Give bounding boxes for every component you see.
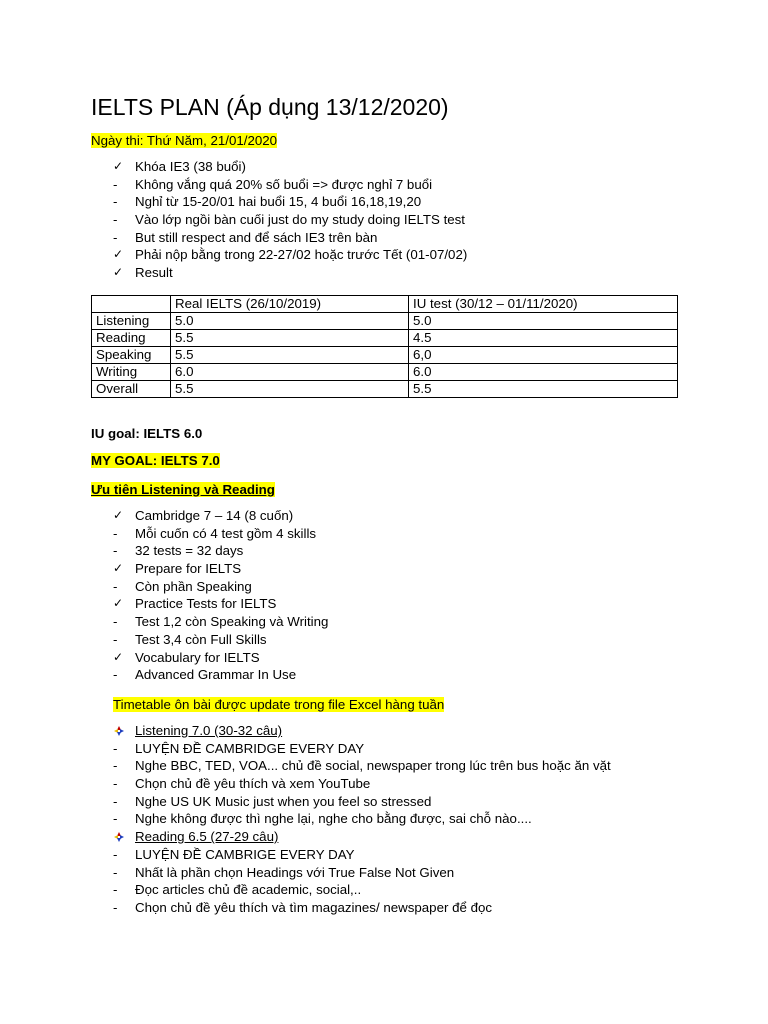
checkmark-icon: ✓ <box>113 508 124 522</box>
materials-list <box>113 507 328 684</box>
list-item-text: Chọn chủ đề yêu thích và tìm magazines/ newspaper để đọc <box>135 899 493 915</box>
table-cell: 5.0 <box>409 313 678 330</box>
dash-bullet-icon: - <box>113 631 118 647</box>
dash-bullet-icon: - <box>113 882 118 898</box>
list-item-text: Vào lớp ngồi bàn cuối just do my study doing IELTS test <box>135 212 466 228</box>
dash-bullet-icon: - <box>113 194 118 210</box>
list-item <box>113 507 328 525</box>
list-item <box>113 229 467 247</box>
list-item-text: LUYỆN ĐỀ CAMBRIGE EVERY DAY <box>135 846 355 862</box>
table-header-cell <box>92 296 171 313</box>
list-item <box>113 158 467 176</box>
list-item-text: Practice Tests for IELTS <box>135 596 277 612</box>
list-item-text: Cambridge 7 – 14 (8 cuốn) <box>135 508 294 523</box>
dash-bullet-icon: - <box>113 811 118 827</box>
checkmark-icon: ✓ <box>113 247 124 262</box>
dash-bullet-icon: - <box>113 758 118 774</box>
priority-line <box>91 481 275 498</box>
table-cell: Overall <box>92 381 171 398</box>
list-item <box>113 846 611 864</box>
my-goal-text: MY GOAL: IELTS 7.0 <box>91 453 220 468</box>
table-cell: Reading <box>92 330 171 347</box>
timetable-text: Timetable ôn bài được update trong file Excel hàng tuần <box>113 697 445 712</box>
list-item <box>113 649 328 667</box>
table-cell: 6.0 <box>171 364 409 381</box>
list-item <box>113 666 328 684</box>
list-item-text: Nghe BBC, TED, VOA... chủ đề social, newspaper trong lúc trên bus hoặc ăn vặt <box>135 758 611 774</box>
list-item-text: Nghe không được thì nghe lại, nghe cho bằng được, sai chỗ nào.... <box>135 811 532 827</box>
dash-bullet-icon: - <box>113 667 118 683</box>
exam-date-line <box>91 132 277 149</box>
list-item-text: Còn phần Speaking <box>135 578 252 594</box>
dash-bullet-icon: - <box>113 229 118 245</box>
table-cell: 5.5 <box>171 330 409 347</box>
table-cell: 5.0 <box>171 313 409 330</box>
list-item <box>113 757 611 775</box>
dash-bullet-icon: - <box>113 176 118 192</box>
dash-bullet-icon: - <box>113 899 118 915</box>
list-item <box>113 578 328 596</box>
list-item <box>113 740 611 758</box>
list-item <box>113 864 611 882</box>
list-item-text: LUYỆN ĐỀ CAMBRIDGE EVERY DAY <box>135 740 365 756</box>
page-title: IELTS PLAN (Áp dụng 13/12/2020) <box>91 94 449 120</box>
list-item-text: Advanced Grammar In Use <box>135 667 297 683</box>
dash-bullet-icon: - <box>113 740 118 756</box>
list-item-text: But still respect and để sách IE3 trên bàn <box>135 229 378 245</box>
list-item-text: Nhất là phần chọn Headings với True False Not Given <box>135 864 455 880</box>
priority-text: Ưu tiên Listening và Reading <box>91 482 275 497</box>
list-item <box>113 211 467 229</box>
dash-bullet-icon: - <box>113 543 118 559</box>
dash-bullet-icon: - <box>113 793 118 809</box>
list-item <box>113 775 611 793</box>
list-item <box>113 246 467 264</box>
table-row <box>92 381 678 398</box>
checkmark-icon: ✓ <box>113 596 124 611</box>
list-item-text: Không vắng quá 20% số buổi => được nghỉ 7 buổi <box>135 176 433 192</box>
table-cell: 5.5 <box>171 381 409 398</box>
list-item-text: Khóa IE3 (38 buổi) <box>135 159 246 174</box>
score-table <box>91 295 678 398</box>
list-item <box>113 613 328 631</box>
table-cell: 5.5 <box>171 347 409 364</box>
table-cell: Listening <box>92 313 171 330</box>
list-item <box>113 264 467 282</box>
list-item <box>113 828 611 846</box>
table-cell: 6,0 <box>409 347 678 364</box>
list-item <box>113 525 328 543</box>
checkmark-icon: ✓ <box>113 159 124 173</box>
checkmark-icon: ✓ <box>113 265 124 280</box>
table-cell: 4.5 <box>409 330 678 347</box>
list-item-text: 32 tests = 32 days <box>135 543 244 559</box>
list-item-text: Vocabulary for IELTS <box>135 649 260 665</box>
dash-bullet-icon: - <box>113 614 118 630</box>
list-item <box>113 722 611 740</box>
skills-plan-list <box>113 722 611 917</box>
list-item-text: Nghỉ từ 15-20/01 hai buổi 15, 4 buổi 16,18,19,20 <box>135 194 422 210</box>
list-item-text: Mỗi cuốn có 4 test gồm 4 skills <box>135 525 317 541</box>
list-item <box>113 193 467 211</box>
list-item <box>113 560 328 578</box>
dash-bullet-icon: - <box>113 525 118 541</box>
list-item-text: Chọn chủ đề yêu thích và xem YouTube <box>135 776 371 792</box>
table-header-cell: Real IELTS (26/10/2019) <box>171 296 409 313</box>
table-row <box>92 313 678 330</box>
iu-goal: IU goal: IELTS 6.0 <box>91 426 203 441</box>
table-row <box>92 347 678 364</box>
table-cell: Writing <box>92 364 171 381</box>
dash-bullet-icon: - <box>113 776 118 792</box>
arrow-bullet-icon <box>114 832 124 842</box>
dash-bullet-icon: - <box>113 212 118 228</box>
list-item <box>113 881 611 899</box>
dash-bullet-icon: - <box>113 864 118 880</box>
table-cell: 5.5 <box>409 381 678 398</box>
checkmark-icon: ✓ <box>113 561 124 576</box>
list-item-text: Test 3,4 còn Full Skills <box>135 631 267 647</box>
table-cell: Speaking <box>92 347 171 364</box>
checkmark-icon: ✓ <box>113 649 124 664</box>
table-row <box>92 330 678 347</box>
list-item <box>113 176 467 194</box>
list-item <box>113 595 328 613</box>
list-item <box>113 631 328 649</box>
table-header-row <box>92 296 678 313</box>
list-item-text: Test 1,2 còn Speaking và Writing <box>135 614 329 630</box>
my-goal-line <box>91 452 220 469</box>
table-header-cell: IU test (30/12 – 01/11/2020) <box>409 296 678 313</box>
list-item <box>113 899 611 917</box>
list-item-text: Prepare for IELTS <box>135 561 242 577</box>
dash-bullet-icon: - <box>113 578 118 594</box>
timetable-line <box>113 696 444 713</box>
table-row <box>92 364 678 381</box>
arrow-bullet-icon <box>114 726 124 736</box>
list-item-text: Phải nộp bằng trong 22-27/02 hoặc trước Tết (01-07/02) <box>135 247 468 263</box>
list-item <box>113 810 611 828</box>
list-item-text: Listening 7.0 (30-32 câu) <box>135 723 283 738</box>
course-notes-list <box>113 158 467 282</box>
list-item <box>113 542 328 560</box>
table-cell: 6.0 <box>409 364 678 381</box>
list-item-text: Nghe US UK Music just when you feel so stressed <box>135 793 432 809</box>
dash-bullet-icon: - <box>113 846 118 862</box>
exam-date-text: Ngày thi: Thứ Năm, 21/01/2020 <box>91 133 278 148</box>
list-item <box>113 793 611 811</box>
list-item-text: Đọc articles chủ đề academic, social,.. <box>135 882 362 898</box>
list-item-text: Result <box>135 265 173 281</box>
list-item-text: Reading 6.5 (27-29 câu) <box>135 829 279 845</box>
